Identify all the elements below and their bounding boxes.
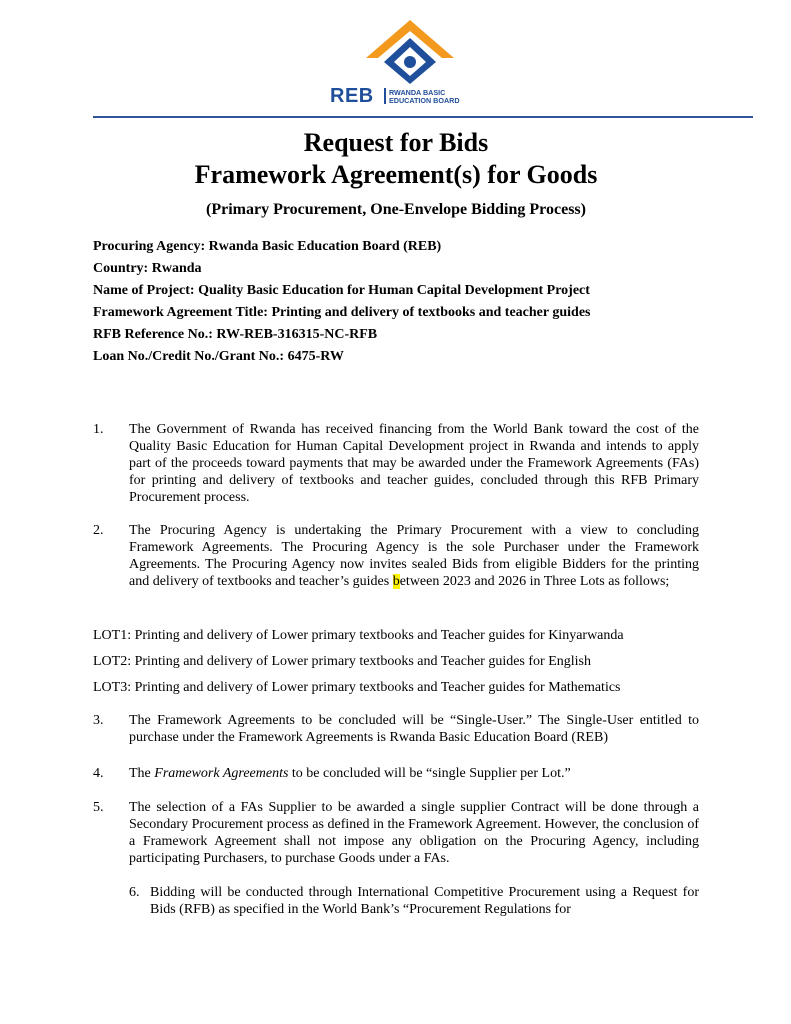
rfb-reference: RFB Reference No.: RW-REB-316315-NC-RFB <box>93 327 378 342</box>
document-subtitle: (Primary Procurement, One-Envelope Bidding Process) <box>206 201 586 218</box>
paragraph-text: The Government of Rwanda has received financing from the World Bank toward the cost of the Quality Basic Education for Human Capital Development project in Rwanda and intends to apply part of the proceeds toward payments that may be awarded under the Framework Agreements (FAs) for printing and delivery of textbooks and teacher guides, concluded through this RFB Primary Procurement process. <box>129 422 699 505</box>
country: Country: Rwanda <box>93 261 202 276</box>
paragraph-text-part2: etween 2023 and 2026 in Three Lots as follows; <box>399 574 670 589</box>
logo-separator <box>384 88 386 104</box>
project-name: Name of Project: Quality Basic Education for Human Capital Development Project <box>93 283 590 298</box>
loan-number: Loan No./Credit No./Grant No.: 6475-RW <box>93 349 344 364</box>
lot-2: LOT2: Printing and delivery of Lower primary textbooks and Teacher guides for English <box>93 654 591 669</box>
paragraph-number: 5. <box>93 800 104 815</box>
paragraph-2 <box>93 522 699 590</box>
logo-name-line2: EDUCATION BOARD <box>389 95 460 105</box>
paragraph-text-part1: The <box>129 766 155 781</box>
paragraph-text: Bidding will be conducted through International Competitive Procurement using a Request for Bids (RFB) as specified in the World Bank’s “Procurement Regulations for <box>150 885 699 917</box>
italic-term: Framework Agreements <box>154 766 289 781</box>
paragraph-text-part2: to be concluded will be “single Supplier per Lot.” <box>288 766 571 781</box>
lot-1: LOT1: Printing and delivery of Lower primary textbooks and Teacher guides for Kinyarwanda <box>93 628 624 643</box>
paragraph-text <box>129 765 699 782</box>
reb-logo <box>326 18 496 106</box>
paragraph-3 <box>93 712 699 746</box>
framework-title: Framework Agreement Title: Printing and delivery of textbooks and teacher guides <box>93 305 591 320</box>
paragraph-number: 1. <box>93 422 104 437</box>
procurement-details <box>93 236 590 368</box>
paragraph-text <box>129 522 699 590</box>
lot-3: LOT3: Printing and delivery of Lower primary textbooks and Teacher guides for Mathematics <box>93 680 621 695</box>
paragraph-1 <box>93 421 699 506</box>
paragraph-number: 2. <box>93 523 104 538</box>
paragraph-text-part1: The Procuring Agency is undertaking the Primary Procurement with a view to concluding Framework Agreements. The Procuring Agency is the sole Purchaser under the Framework Agreements. The Procuring Agency now invites sealed Bids from eligible Bidders for the printing and delivery of textbooks and teacher’s guides <box>129 523 699 589</box>
paragraph-5 <box>93 799 699 867</box>
paragraph-number: 4. <box>93 766 104 781</box>
document-title-line1: Request for Bids <box>303 128 489 157</box>
paragraph-4 <box>93 765 699 782</box>
header-rule <box>93 116 753 118</box>
paragraph-text: The selection of a FAs Supplier to be awarded a single supplier Contract will be done through a Secondary Procurement process as defined in the Framework Agreement. However, the conclusion of a Framework Agreement shall not impose any obligation on the Procuring Agency, including participating Purchasers, to purchase Goods under a FAs. <box>129 800 699 866</box>
paragraph-6 <box>129 884 699 918</box>
paragraph-number: 6. <box>129 885 140 900</box>
logo-name <box>389 89 499 104</box>
document-title-line2: Framework Agreement(s) for Goods <box>194 160 598 189</box>
highlighted-text: b <box>392 574 400 589</box>
procuring-agency: Procuring Agency: Rwanda Basic Education Board (REB) <box>93 239 442 254</box>
reb-house-icon <box>364 18 456 84</box>
paragraph-text: The Framework Agreements to be concluded will be “Single-User.” The Single-User entitled to purchase under the Framework Agreements is Rwanda Basic Education Board (REB) <box>129 713 699 745</box>
paragraph-number: 3. <box>93 713 104 728</box>
logo-name-line1: RWANDA BASIC <box>389 88 446 97</box>
logo-abbr: REB <box>330 85 374 107</box>
